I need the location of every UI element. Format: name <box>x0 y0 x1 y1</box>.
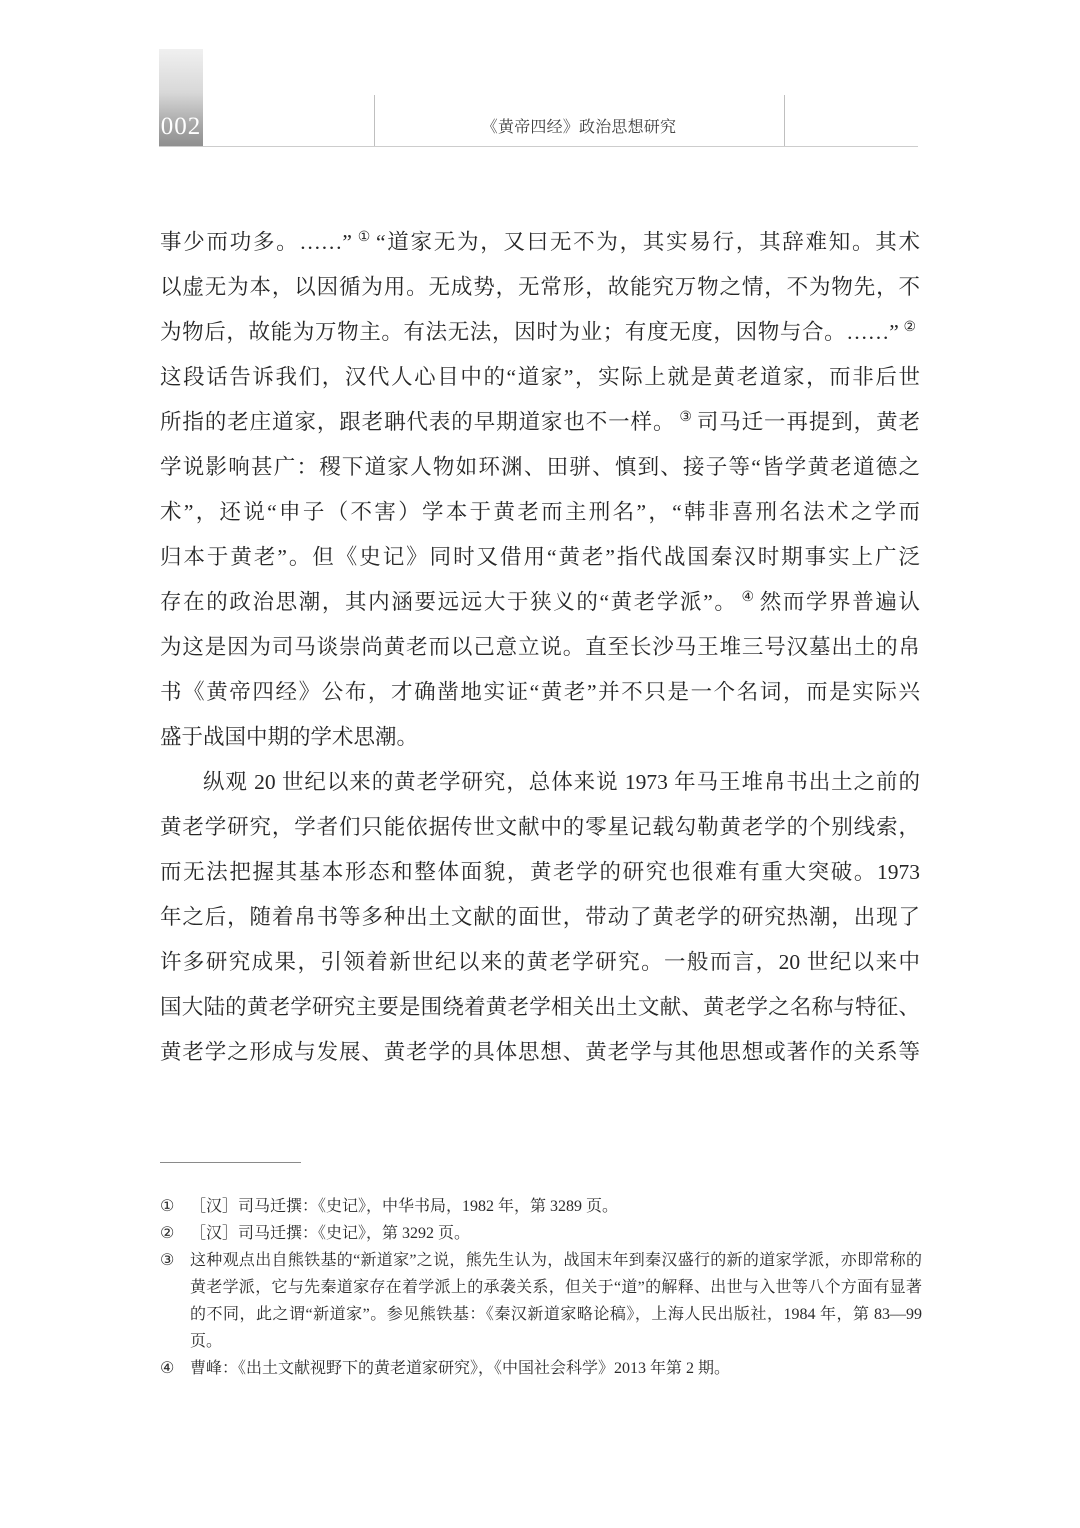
footnote-marker: ③ <box>160 1252 175 1269</box>
text-run: 所指的老庄道家，跟老聃代表的早期道家也不一样。 <box>160 410 676 434</box>
text-line <box>160 1030 920 1075</box>
text-run: 以虚无为本，以因循为用。无成势，无常形，故能究万物之情，不为物先，不 <box>160 275 920 299</box>
text-line <box>160 985 920 1030</box>
text-run: 归本于黄老”。但《史记》同时又借用“黄老”指代战国秦汉时期事实上广泛 <box>160 545 920 569</box>
footnote-list <box>160 1193 922 1382</box>
running-title: 《黄帝四经》政治思想研究 <box>481 119 677 136</box>
footnote-text: ［汉］司马迁撰：《史记》，第 3292 页。 <box>190 1225 471 1242</box>
text-line <box>160 490 920 535</box>
text-run: “道家无为，又曰无不为，其实易行，其辞难知。其术 <box>376 230 920 254</box>
text-run: 存在的政治思潮，其内涵要远远大于狭义的“黄老学派”。 <box>160 590 738 614</box>
text-run: 司马迁一再提到，黄老 <box>696 410 920 434</box>
footnote-ref: ① <box>355 230 372 245</box>
footnote <box>160 1193 922 1220</box>
footnote-text: 曹峰：《出土文献视野下的黄老道家研究》，《中国社会科学》2013 年第 2 期。 <box>190 1360 731 1377</box>
text-line <box>160 940 920 985</box>
text-line <box>160 265 920 310</box>
text-run: 黄老学研究，学者们只能依据传世文献中的零星记载勾勒黄老学的个别线索， <box>160 815 920 839</box>
page-number: 002 <box>160 113 202 140</box>
text-line <box>160 535 920 580</box>
footnote <box>160 1355 922 1382</box>
text-run: 术”，还说“申子（不害）学本于黄老而主刑名”，“韩非喜刑名法术之学而 <box>160 500 920 524</box>
text-run: 书《黄帝四经》公布，才确凿地实证“黄老”并不只是一个名词，而是实际兴 <box>160 680 920 704</box>
footnote-marker: ① <box>160 1198 175 1215</box>
text-line <box>160 760 920 805</box>
header-divider-right <box>784 95 785 147</box>
text-run: 然而学界普遍认 <box>759 590 920 614</box>
text-line <box>160 580 920 625</box>
footnote-ref: ③ <box>679 410 693 425</box>
text-run: 国大陆的黄老学研究主要是围绕着黄老学相关出土文献、黄老学之名称与特征、 <box>160 995 920 1019</box>
text-run: 盛于战国中期的学术思潮。 <box>160 725 419 749</box>
text-line <box>160 805 920 850</box>
footnote-divider <box>160 1162 301 1163</box>
footnote-marker: ④ <box>160 1360 175 1377</box>
text-line <box>160 850 920 895</box>
text-run: 而无法把握其基本形态和整体面貌，黄老学的研究也很难有重大突破。1973 <box>160 860 920 884</box>
text-line <box>160 310 920 355</box>
text-run: 学说影响甚广：稷下道家人物如环渊、田骈、慎到、接子等“皆学黄老道德之 <box>160 455 920 479</box>
text-line <box>160 715 920 760</box>
page-number-bar <box>159 49 203 146</box>
text-run: 黄老学之形成与发展、黄老学的具体思想、黄老学与其他思想或著作的关系等 <box>160 1040 920 1064</box>
text-run: 纵观 20 世纪以来的黄老学研究，总体来说 1973 年马王堆帛书出土之前的 <box>203 770 920 794</box>
text-run: 事少而功多。……” <box>160 230 352 254</box>
footnote-marker: ② <box>160 1225 175 1242</box>
header-rule <box>159 146 918 147</box>
text-run: 为物后，故能为万物主。有法无法，因时为业；有度无度，因物与合。……” <box>160 320 899 344</box>
text-line <box>160 400 920 445</box>
footnote-text: 这种观点出自熊铁基的“新道家”之说，熊先生认为，战国末年到秦汉盛行的新的道家学派，亦即常称的黄老学派，它与先秦道家存在着学派上的承袭关系，但关于“道”的解释、出世与入世等八个方面有显著的不同，此之谓“新道家”。参见熊铁基：《秦汉新道家略论稿》，上海人民出版社，1984 年，第 83—99 页。 <box>190 1252 922 1350</box>
footnote <box>160 1247 922 1355</box>
footnote-ref: ④ <box>741 590 756 605</box>
text-run: 许多研究成果，引领着新世纪以来的黄老学研究。一般而言，20 世纪以来中 <box>160 950 920 974</box>
body-text <box>160 220 920 1075</box>
text-run: 年之后，随着帛书等多种出土文献的面世，带动了黄老学的研究热潮，出现了 <box>160 905 920 929</box>
text-line <box>160 355 920 400</box>
footnote-ref: ② <box>902 320 917 335</box>
text-line <box>160 220 920 265</box>
text-line <box>160 445 920 490</box>
text-line <box>160 895 920 940</box>
text-line <box>160 625 920 670</box>
footnote <box>160 1220 922 1247</box>
text-run: 为这是因为司马谈崇尚黄老而以己意立说。直至长沙马王堆三号汉墓出土的帛 <box>160 635 920 659</box>
text-run: 这段话告诉我们，汉代人心目中的“道家”，实际上就是黄老道家，而非后世 <box>160 365 920 389</box>
footnote-text: ［汉］司马迁撰：《史记》，中华书局，1982 年，第 3289 页。 <box>190 1198 619 1215</box>
text-line <box>160 670 920 715</box>
